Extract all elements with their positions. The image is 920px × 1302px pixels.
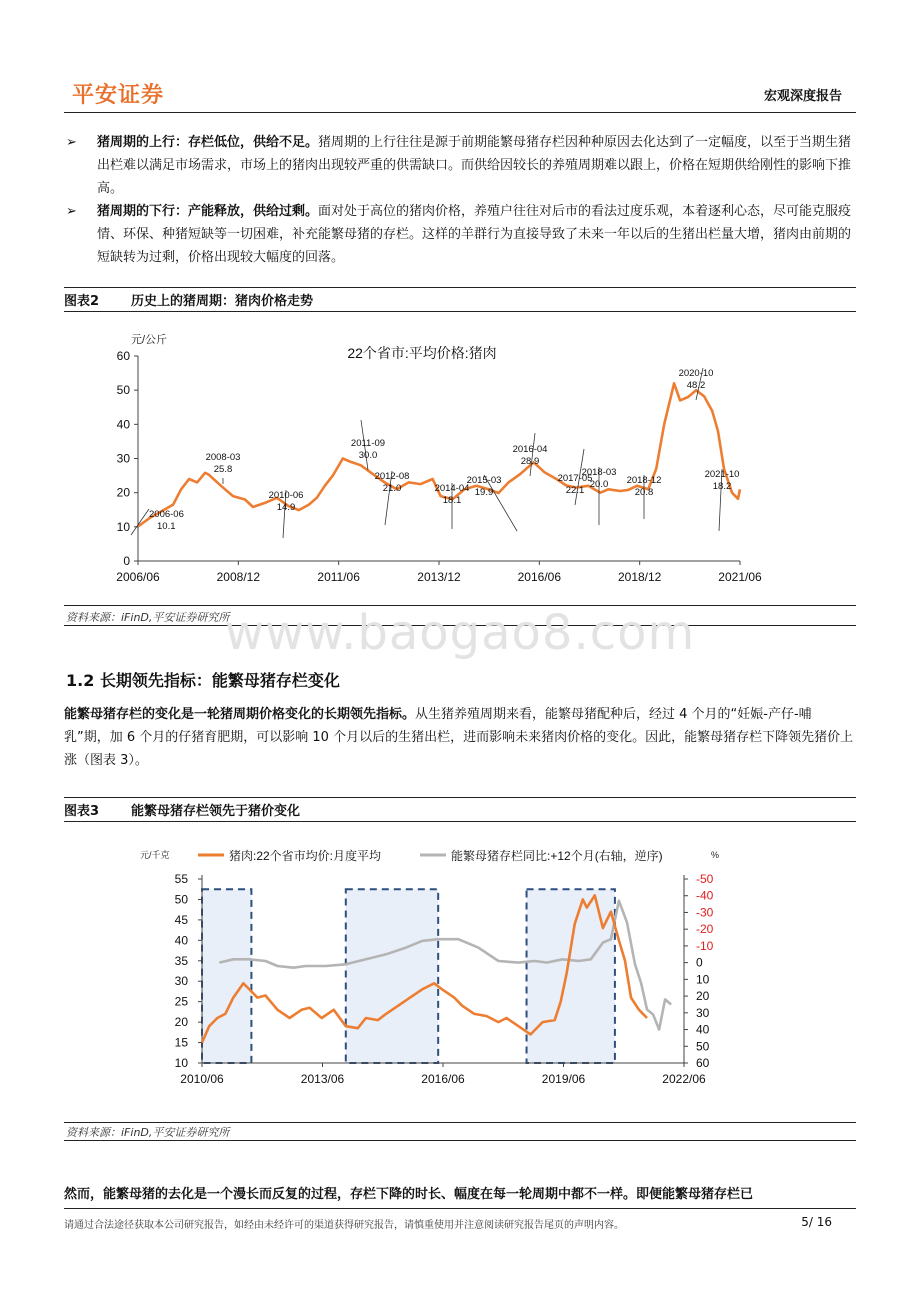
x-tick-label: 2021/06 [718,570,762,584]
y-tick-label-left: 55 [174,872,188,886]
highlight-period [527,889,615,1063]
y-tick-label-right: -50 [696,872,714,886]
y-tick-label-right: 30 [696,1005,710,1020]
x-tick-label: 2016/06 [517,570,562,584]
annotation-date: 2010-06 [268,490,304,501]
x-tick-label: 2013/06 [300,1072,345,1086]
y-tick-label-left: 10 [174,1056,188,1070]
y-tick-label-right: 20 [696,989,710,1004]
y-unit-label: 元/公斤 [131,334,168,346]
y-left-unit: 元/千克 [140,850,170,860]
annotation-value: 10.1 [157,521,176,532]
report-type: 宏观深度报告 [763,89,842,104]
fig3-title-rule [64,821,856,822]
y-tick-label-left: 45 [174,912,188,927]
y-tick-label-left: 40 [174,933,188,948]
y-tick-label-right: -30 [696,905,714,920]
page-number: 5/ 16 [801,1215,832,1229]
figure-title-text: 能繁母猪存栏领先于猪价变化 [131,804,301,819]
figure3-source: 资料来源：iFinD,平安证券研究所 [66,1126,230,1139]
y-tick-label: 60 [116,349,130,363]
y-tick-label-left: 15 [174,1035,188,1050]
highlight-period [346,889,438,1063]
annotation-date: 2015-03 [466,475,502,486]
y-tick-label-left: 35 [174,953,188,968]
figure-number: 图表3 [64,804,100,819]
y-tick-label: 10 [116,519,130,534]
bullet-text: 猪周期的上行往往是源于前期能繁母猪存栏因种种原因去化达到了一定幅度，以至于当期生猪出栏难以满足市场需求，市场上的猪肉出现较严重的供需缺口。而供给因较长的养殖周期难以跟上，价格在短期供给刚性的影响下推高。 [97,135,852,196]
bullet-list [64,131,856,269]
x-tick-label: 2013/12 [417,570,461,584]
fig2-title-rule [64,311,856,312]
annotation-date: 2021-10 [704,469,740,480]
y-tick-label-right: -20 [696,922,714,937]
annotation-value: 25.8 [213,464,233,475]
figure2-title [64,290,854,309]
arrow-icon: ➢ [66,204,77,219]
y-tick-label-left: 20 [174,1015,188,1030]
footer-rule [64,1208,856,1209]
legend-sow: 能繁母猪存栏同比:+12个月(右轴，逆序) [451,849,663,863]
bullet-bold: 猪周期的上行：存栏低位，供给不足。 [97,135,319,150]
annotation-date: 2014-04 [434,483,470,494]
bullet-text: 面对处于高位的猪肉价格，养殖户往往对后市的看法过度乐观，本着逐利心态，尽可能克服疫情、环保、种猪短缺等一切困难，补充能繁母猪的存栏。这样的羊群行为直接导致了未来一年以后的生猪出栏量大增，猪肉由前期的短缺转为过剩，价格出现较大幅度的回落。 [97,204,852,265]
fig3-top-rule [64,797,856,798]
y-tick-label: 40 [116,417,130,432]
y-tick-label: 0 [123,554,130,568]
fig3-source-rule [64,1140,856,1141]
paragraph-continuation: 然而，能繁母猪的去化是一个漫长而反复的过程，存栏下降的时长、幅度在每一轮周期中都不一样。即便能繁母猪存栏已 [64,1187,754,1202]
y-tick-label-right: -10 [696,938,714,953]
annotation-date: 2020-10 [678,368,714,379]
x-tick-label: 2006/06 [116,570,160,584]
section-heading: 1.2 长期领先指标：能繁母猪存栏变化 [66,671,340,690]
annotation-value: 19.9 [474,487,494,498]
x-tick-label: 2016/06 [421,1072,465,1086]
paragraph-lead-indicator [64,703,856,772]
annotation-date: 2017-05 [557,473,593,484]
y-tick-label-right: 10 [696,972,710,987]
highlight-period [202,889,251,1063]
annotation-date: 2018-03 [581,467,617,478]
annotation-value: 21.0 [382,483,402,494]
annotation-value: 18.1 [442,495,462,506]
footer-disclaimer: 请通过合法途径获取本公司研究报告，如经由未经许可的渠道获得研究报告，请慎重使用并注意阅读研究报告尾页的声明内容。 [64,1220,624,1231]
annotation-date: 2008-03 [205,452,241,463]
bullet-upcycle [64,131,856,200]
watermark: www.baogao8.com [224,605,696,661]
x-tick-label: 2019/06 [541,1072,586,1086]
annotation-value: 28.9 [520,456,540,467]
y-tick-label-right: 0 [696,955,703,970]
para-bold: 能繁母猪存栏的变化是一轮猪周期价格变化的长期领先指标。 [64,707,416,722]
annotation-date: 2018-12 [626,475,662,486]
annotation-value: 22.1 [565,485,585,496]
y-tick-label-right: 60 [696,1056,710,1070]
pork-price-chart [64,318,856,600]
y-right-unit: % [711,850,720,860]
x-tick-label: 2011/06 [317,570,360,584]
figure2-source: 资料来源：iFinD,平安证券研究所 [66,611,230,624]
annotation-value: 14.9 [276,502,296,513]
annotation-value: 20.8 [634,487,654,498]
annotation-date: 2011-09 [350,438,386,449]
x-tick-label: 2022/06 [662,1072,706,1086]
y-tick-label: 50 [116,383,130,398]
annotation-value: 30.0 [358,450,378,461]
annotation-value: 48.2 [686,380,706,391]
y-tick-label: 30 [116,451,130,466]
chart-title: 22个省市:平均价格:猪肉 [347,345,497,361]
y-tick-label-right: 40 [696,1022,710,1037]
annotation-date: 2006-06 [149,509,184,520]
company-logo: 平安证券 [72,83,165,108]
fig2-top-rule [64,287,856,288]
figure-title-text: 历史上的猪周期：猪肉价格走势 [131,294,314,309]
bullet-downcycle [64,200,856,269]
legend-pork: 猪肉:22个省市均价:月度平均 [229,849,382,863]
y-tick-label-right: -40 [696,888,714,903]
y-tick-label-left: 50 [174,892,188,907]
annotation-date: 2012-08 [374,471,410,482]
y-tick-label-left: 30 [174,974,188,989]
sow-inventory-chart [64,832,856,1120]
y-tick-label-right: 50 [696,1039,710,1054]
figure-number: 图表2 [64,294,100,309]
para-text: 从生猪养殖周期来看，能繁母猪配种后，经过 4 个月的“妊娠-产仔-哺乳”期，加 6 个月的仔猪育肥期，可以影响 10 个月以后的生猪出栏，进而影响未来猪肉价格的变化。因此，能繁母猪存栏下降领先猪价上涨（图表 3）。 [64,707,854,768]
arrow-icon: ➢ [66,135,77,150]
x-tick-label: 2010/06 [180,1072,224,1086]
bullet-bold: 猪周期的下行：产能释放，供给过剩。 [97,204,319,219]
figure3-title [64,800,854,819]
header-divider [64,112,856,113]
annotation-date: 2016-04 [512,444,548,455]
fig3-bottom-rule [64,1122,856,1123]
annotation-value: 20.0 [589,479,609,490]
y-tick-label-left: 25 [174,994,188,1009]
annotation-value: 18.2 [712,481,732,492]
y-tick-label: 20 [116,485,130,500]
x-tick-label: 2008/12 [216,570,261,584]
x-tick-label: 2018/12 [617,570,662,584]
